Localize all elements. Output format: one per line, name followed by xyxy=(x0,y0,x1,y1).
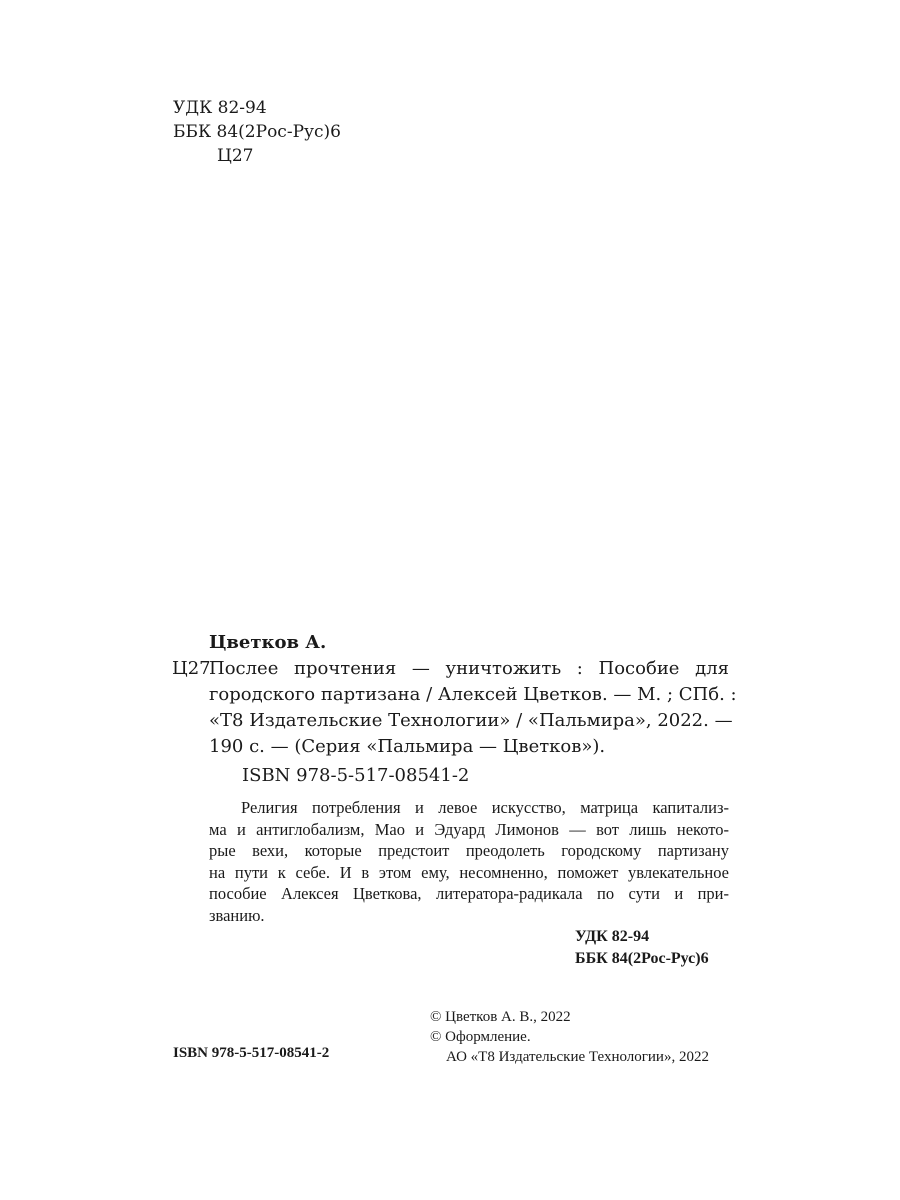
copyright-publisher: АО «Т8 Издательские Технологии», 2022 xyxy=(446,1049,709,1065)
annotation-line: ма и антиглобализм, Мао и Эдуард Лимонов — вот лишь некото- xyxy=(209,819,729,839)
copyright-design: © Оформление. xyxy=(430,1029,531,1045)
annotation-line: званию. xyxy=(209,905,265,925)
description-line: 190 с. — (Серия «Пальмира — Цветков»). xyxy=(209,736,606,757)
annotation-line: рые вехи, которые предстоит преодолеть городскому партизану xyxy=(209,841,729,860)
annotation-line: пособие Алексея Цветкова, литератора-радикала по сути и при- xyxy=(209,884,729,903)
classification-codes-top xyxy=(173,96,341,168)
udk-code: УДК 82-94 xyxy=(173,98,267,118)
annotation-line: на пути к себе. И в этом ему, несомненно, поможет увлекательное xyxy=(209,862,729,882)
copyright-author: © Цветков А. В., 2022 xyxy=(430,1009,571,1025)
copyright-block xyxy=(430,1007,709,1067)
author-mark-inline: Ц27 xyxy=(172,658,211,679)
description-line: городского партизана / Алексей Цветков. — М. ; СПб. : xyxy=(209,684,737,705)
isbn-record: ISBN 978-5-517-08541-2 xyxy=(242,765,470,786)
author-mark: Ц27 xyxy=(217,146,254,166)
bibliographic-description xyxy=(172,656,737,760)
description-line: Послее прочтения — уничтожить : Пособие для xyxy=(209,658,729,679)
classification-codes-bottom xyxy=(575,926,709,970)
description-line: «Т8 Издательские Технологии» / «Пальмира», 2022. — xyxy=(209,710,733,731)
bbk-code: ББК 84(2Рос-Рус)6 xyxy=(173,122,341,142)
annotation-line: Религия потребления и левое искусство, матрица капитализ- xyxy=(241,798,729,817)
annotation-paragraph xyxy=(209,797,729,926)
bbk-code-bold: ББК 84(2Рос-Рус)6 xyxy=(575,950,709,967)
udk-code-bold: УДК 82-94 xyxy=(575,928,650,945)
isbn-bottom: ISBN 978-5-517-08541-2 xyxy=(173,1045,330,1061)
author-heading: Цветков А. xyxy=(209,632,327,653)
